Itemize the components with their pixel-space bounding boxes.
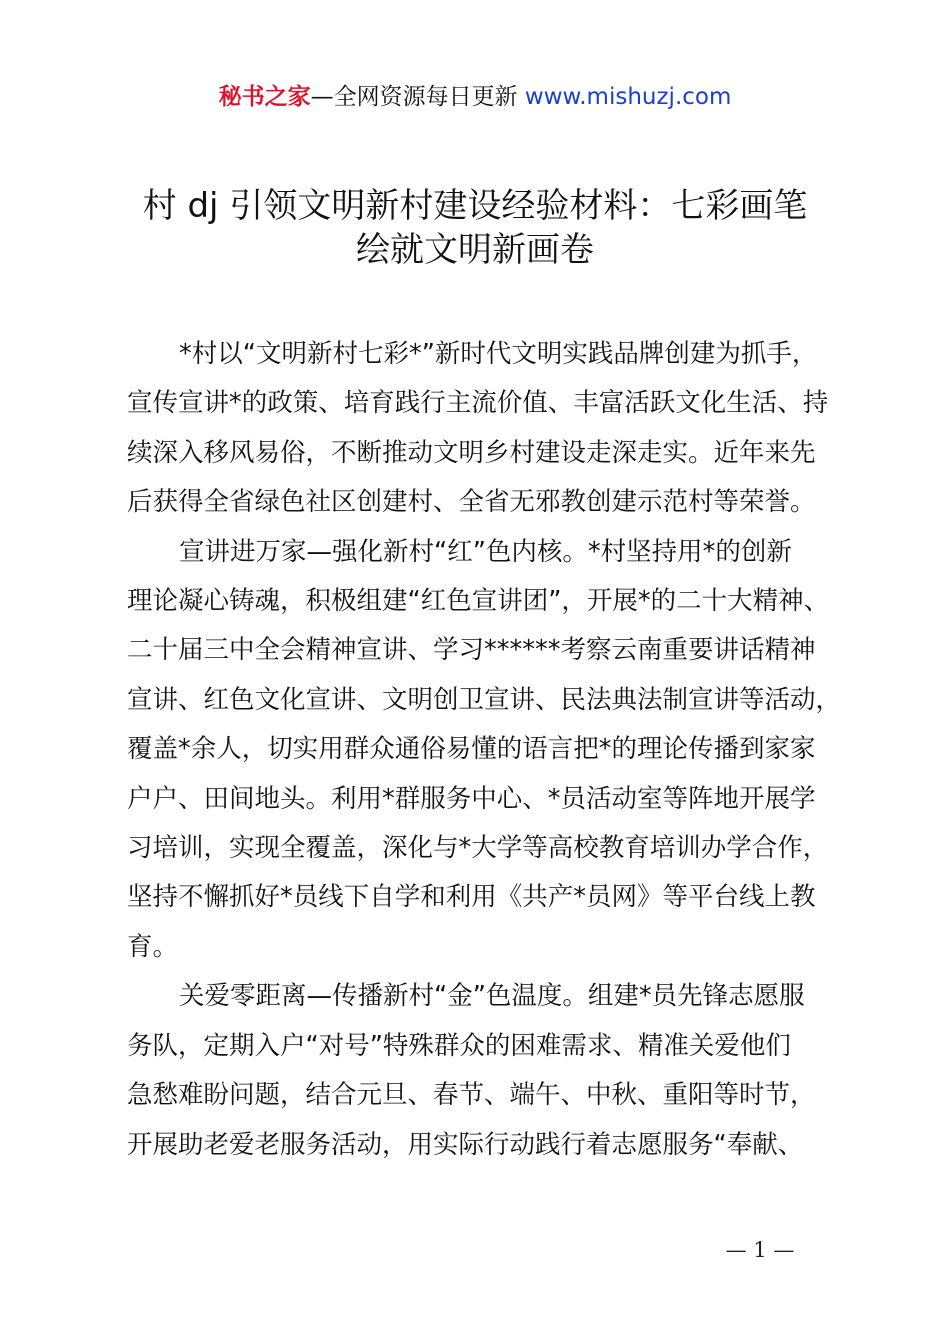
paragraph-line: 覆盖*余人，切实用群众通俗易懂的语言把*的理论传播到家家 (127, 734, 816, 765)
site-header (0, 80, 950, 114)
site-url-link[interactable]: www.mishuzj.com (524, 84, 732, 110)
title-line-1: 村 dj 引领文明新村建设经验材料：七彩画笔 (142, 186, 808, 226)
paragraph (127, 972, 847, 1170)
paragraph-line: 习培训，实现全覆盖，深化与*大学等高校教育培训办学合作， (127, 833, 829, 864)
paragraph-line: 育。 (127, 931, 179, 962)
page-number: — 1 — (725, 1238, 795, 1262)
document-title (90, 184, 860, 272)
paragraph-line: 宣传宣讲*的政策、培育践行主流价值、丰富活跃文化生活、持 (127, 388, 829, 419)
paragraph-line: 关爱零距离—传播新村“金”色温度。组建*员先锋志愿服 (179, 981, 805, 1012)
paragraph-line: 开展助老爱老服务活动，用实际行动践行着志愿服务“奉献、 (127, 1129, 804, 1160)
paragraph-line: 急愁难盼问题，结合元旦、春节、端午、中秋、重阳等时节， (127, 1080, 816, 1111)
brand-name: 秘书之家 (218, 84, 311, 110)
document-body (127, 330, 847, 1170)
paragraph-line: 理论凝心铸魂，积极组建“红色宣讲团”，开展*的二十大精神、 (127, 586, 830, 617)
paragraph-line: 宣讲进万家—强化新村“红”色内核。*村坚持用*的创新 (179, 536, 792, 567)
paragraph-line: 续深入移风易俗，不断推动文明乡村建设走深走实。近年来先 (127, 437, 816, 468)
paragraph-line: 二十届三中全会精神宣讲、学习******考察云南重要讲话精神 (127, 635, 816, 666)
paragraph-line: 宣讲、红色文化宣讲、文明创卫宣讲、民法典法制宣讲等活动， (127, 684, 842, 715)
paragraph-line: 户户、田间地头。利用*群服务中心、*员活动室等阵地开展学 (127, 783, 816, 814)
header-tagline: —全网资源每日更新 (310, 84, 525, 110)
title-line-2: 绘就文明新画卷 (356, 230, 594, 270)
paragraph-line: 后获得全省绿色社区创建村、全省无邪教创建示范村等荣誉。 (127, 487, 816, 518)
paragraph (127, 330, 847, 528)
paragraph (127, 528, 847, 973)
paragraph-line: *村以“文明新村七彩*”新时代文明实践品牌创建为抓手， (179, 339, 818, 369)
paragraph-line: 务队，定期入户“对号”特殊群众的困难需求、精准关爱他们 (127, 1030, 791, 1061)
paragraph-line: 坚持不懈抓好*员线下自学和利用《共产*员网》等平台线上教 (127, 882, 816, 913)
